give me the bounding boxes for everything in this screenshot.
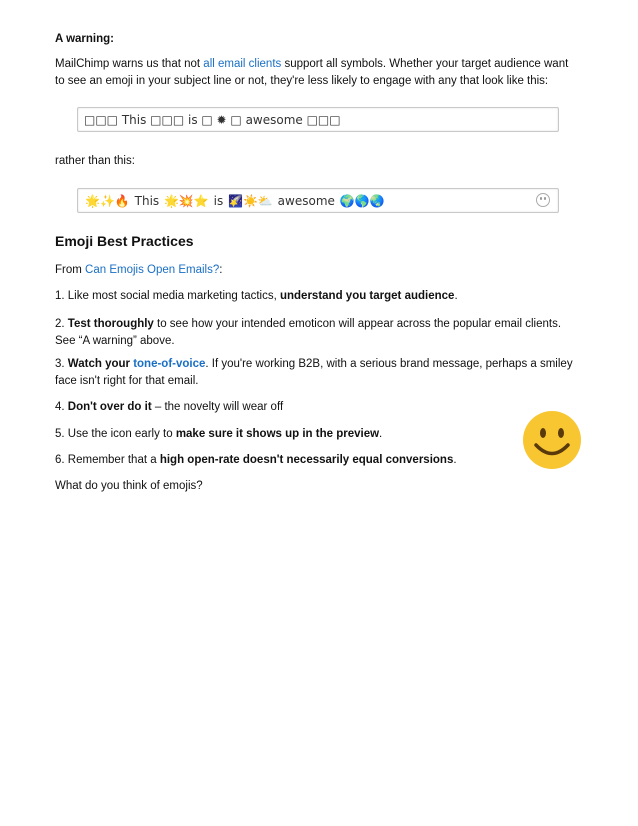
item-2-bold: Test thoroughly xyxy=(67,318,154,330)
all-email-clients-link[interactable]: all email clients xyxy=(203,58,282,70)
good-subject-line-box xyxy=(77,188,559,213)
big-smiley-face-icon xyxy=(522,410,582,470)
item-3-bold: Watch your xyxy=(67,358,134,370)
best-practices-heading: Emoji Best Practices xyxy=(55,233,194,249)
item-5-text-a: 5. Use the icon early to xyxy=(55,428,176,440)
practice-item-3 xyxy=(55,356,580,390)
item-1-bold: understand you target audience xyxy=(279,290,455,302)
from-line xyxy=(55,262,580,279)
broken-subject-line-box xyxy=(77,107,559,132)
from-colon: : xyxy=(219,264,223,276)
emoji-group-4: 🌍🌎🌏 xyxy=(339,193,385,208)
item-5-bold: make sure it shows up in the preview xyxy=(175,428,380,440)
closing-question: What do you think of emojis? xyxy=(55,480,203,492)
item-3-text-c: . If you're working B2B, with a serious brand message, perhaps a smiley face isn't right for that email. xyxy=(55,358,573,387)
item-4-text-a: 4. xyxy=(55,401,68,413)
broken-subject-line-text: □□□ This □□□ is □ ✹ □ awesome □□□ xyxy=(84,112,341,127)
item-3-text-a: 3. xyxy=(55,358,68,370)
emoji-group-3: 🌠☀️⛅ xyxy=(228,193,273,208)
item-5-text-c: . xyxy=(379,428,383,440)
can-emojis-open-emails-link[interactable]: Can Emojis Open Emails? xyxy=(85,264,220,276)
practice-item-2 xyxy=(55,316,580,350)
subject-word-is: is xyxy=(209,193,228,208)
item-6-bold: high open-rate doesn't necessarily equal conversions xyxy=(159,454,454,466)
emoji-group-1: 🌟✨🔥 xyxy=(85,193,130,208)
practice-item-4 xyxy=(55,399,580,416)
practice-item-1 xyxy=(55,288,580,305)
item-6-text-a: 6. Remember that a xyxy=(55,454,160,466)
item-1-text-c: . xyxy=(454,290,458,302)
item-4-text-c: – the novelty will wear off xyxy=(151,401,284,413)
item-4-bold: Don't over do it xyxy=(67,401,152,413)
warning-text-a: MailChimp warns us that not xyxy=(55,58,204,70)
rather-than-text: rather than this: xyxy=(55,155,135,167)
item-6-text-c: . xyxy=(453,454,457,466)
practice-item-6 xyxy=(55,452,580,469)
item-2-text-a: 2. xyxy=(55,318,68,330)
practice-item-5 xyxy=(55,426,580,443)
emoji-group-2: 🌟💥⭐ xyxy=(163,193,209,208)
warning-heading: A warning: xyxy=(55,33,114,45)
subject-word-this: This xyxy=(130,193,163,208)
from-text: From xyxy=(55,264,86,276)
smiley-icon xyxy=(536,193,550,207)
warning-paragraph xyxy=(55,56,580,90)
tone-of-voice-link[interactable]: tone-of-voice xyxy=(133,358,206,370)
subject-word-awesome: awesome xyxy=(273,193,339,208)
item-2-text-c: to see how your intended emoticon will appear across the popular email clients. See “A warning” above. xyxy=(55,318,562,347)
warning-text-b: support all symbols. Whether your target audience want to see an emoji in your subject line or not, they're less likely to engage with any that look like this: xyxy=(55,58,569,87)
item-1-text-a: 1. Like most social media marketing tactics, xyxy=(55,290,280,302)
